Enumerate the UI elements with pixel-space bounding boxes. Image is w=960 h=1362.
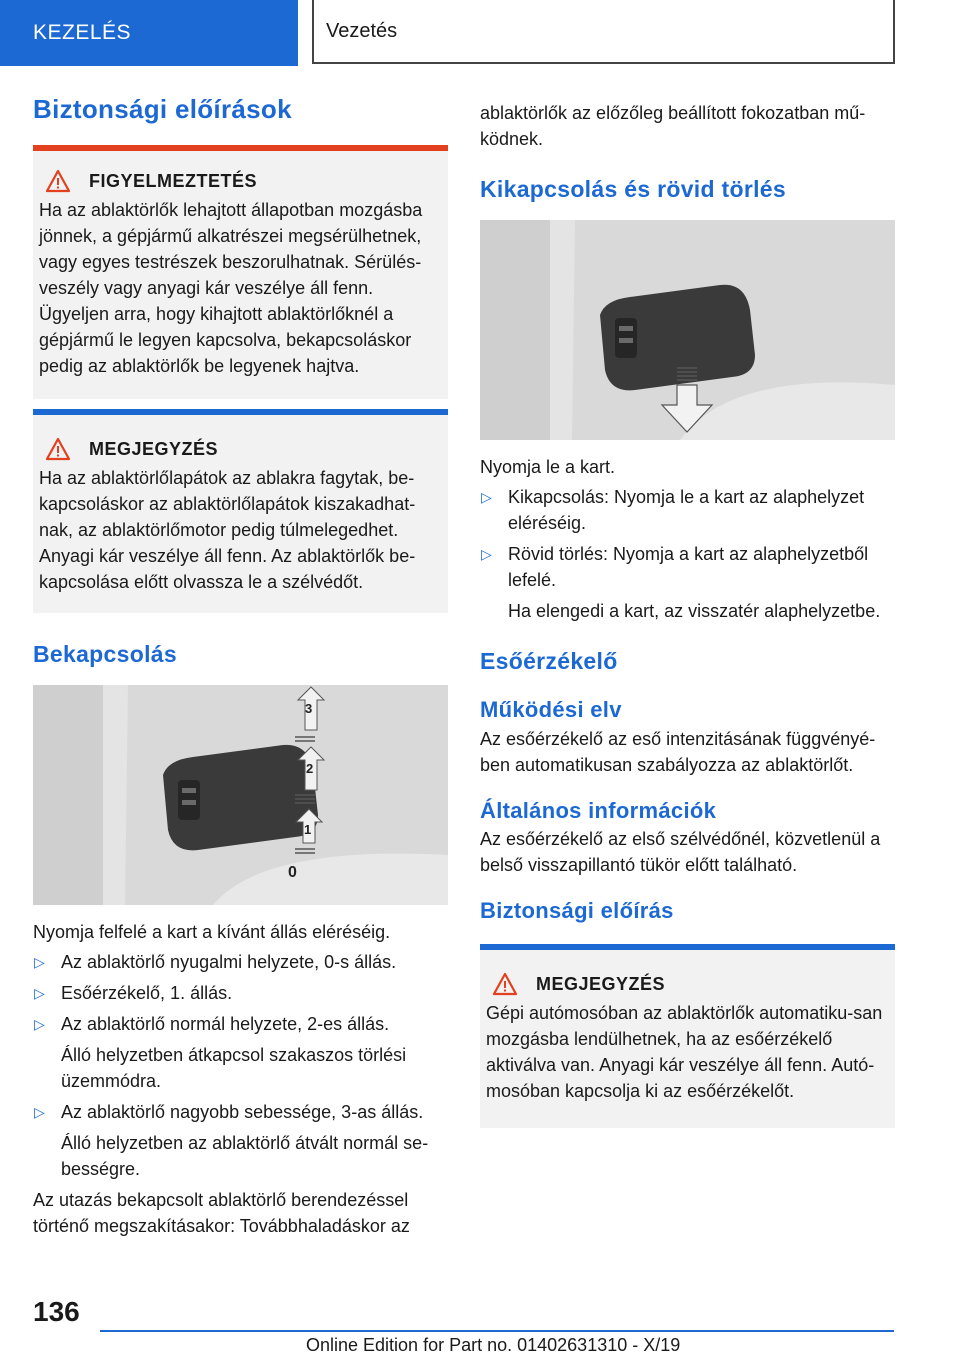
switch-on-figure	[33, 685, 448, 905]
list-item-note: Ha elengedi a kart, az visszatér alaphelyzetbe.	[508, 600, 881, 621]
right-column	[480, 100, 895, 1128]
safety-rule-title: Biztonsági előírás	[480, 897, 674, 923]
page-number: 136	[33, 1296, 80, 1327]
page-header	[0, 0, 960, 66]
continued-text: ablaktörlők az előzőleg beállított fokozatban mű-ködnek.	[480, 103, 866, 149]
bullet-triangle-icon: ▷	[34, 1015, 45, 1032]
warning-icon	[45, 169, 71, 193]
list-item: ▷ Rövid törlés: Nyomja a kart az alaphelyzetből lefelé.	[480, 541, 895, 593]
stalk-position-3: 3	[305, 700, 313, 716]
warning-box	[33, 151, 448, 399]
section-tab: KEZELÉS	[0, 0, 298, 66]
principle-title: Működési elv	[480, 697, 622, 723]
warning-label: FIGYELMEZTETÉS	[89, 170, 258, 191]
bullet-triangle-icon: ▷	[34, 1103, 45, 1120]
switch-off-title: Kikapcsolás és rövid törlés	[480, 176, 786, 202]
stalk-position-0: 0	[288, 863, 297, 881]
list-item: ▷ Az ablaktörlő nyugalmi helyzete, 0-s állás.	[33, 949, 448, 975]
list-item: ▷ Kikapcsolás: Nyomja le a kart az alaphelyzet eléréséig.	[480, 484, 895, 536]
rain-note-warning-icon	[492, 972, 518, 996]
list-item-note: Álló helyzetben az ablaktörlő átvált normál se-bességre.	[61, 1132, 429, 1179]
footer-edition: Online Edition for Part no. 01402631310 - X/19	[306, 1335, 681, 1355]
stalk-position-1: 1	[304, 821, 312, 837]
note-warning-icon	[45, 437, 71, 461]
note-box	[33, 415, 448, 613]
note-label: MEGJEGYZÉS	[89, 438, 219, 459]
rain-sensor-title: Esőérzékelő	[480, 647, 618, 674]
switch-off-list	[480, 484, 895, 593]
steering-stalk-down-illustration	[480, 220, 895, 440]
switch-on-intro: Nyomja felfelé a kart a kívánt állás eléréséig.	[33, 921, 391, 942]
list-item: ▷ Az ablaktörlő nagyobb sebessége, 3-as állás.	[33, 1099, 448, 1125]
general-info-title: Általános információk	[480, 797, 717, 823]
note-text: Ha az ablaktörlőlapátok az ablakra fagytak, be-kapcsoláskor az ablaktörlőlapátok kiszakadhat-nak, az ablaktörlőmotor pedig túlmelegedhet. Anyagi kár veszélye áll fenn. Az ablaktörlők be-kapcsolása előtt olvassza le a szélvédőt.	[39, 468, 416, 593]
switch-on-title: Bekapcsolás	[33, 641, 177, 668]
warning-text: Ha az ablaktörlők lehajtott állapotban mozgásba jönnek, a gépjármű alkatrészei megsérülhetnek, vagy egyes testrészek beszorulhatnak. Sérülés-veszély vagy anyagi kár veszélye áll fenn. Ügyeljen arra, hogy kihajtott ablaktörlőknél a gépjármű le legyen kapcsolva, bekapcsoláskor pedig az ablaktörlők be legyenek hajtva.	[39, 200, 423, 377]
rain-note-box	[480, 950, 895, 1128]
safety-title: Biztonsági előírások	[33, 94, 292, 124]
footer-divider	[100, 1330, 894, 1332]
switch-on-list	[33, 949, 448, 1037]
list-item-note: Álló helyzetben átkapcsol szakaszos törlési üzemmódra.	[61, 1044, 407, 1091]
list-item: ▷ Esőérzékelő, 1. állás.	[33, 980, 448, 1006]
stalk-position-2: 2	[306, 760, 314, 776]
switch-off-intro: Nyomja le a kart.	[480, 456, 616, 477]
list-item: ▷ Az ablaktörlő normál helyzete, 2-es állás.	[33, 1011, 448, 1037]
chapter-tab: Vezetés	[312, 0, 895, 64]
bullet-triangle-icon: ▷	[34, 953, 45, 970]
general-info-text: Az esőérzékelő az első szélvédőnél, közvetlenül a belső visszapillantó tükör előtt található.	[480, 828, 881, 875]
switch-on-outro: Az utazás bekapcsolt ablaktörlő berendezéssel történő megszakításakor: Továbbhaladáskor az	[33, 1189, 410, 1236]
bullet-triangle-icon: ▷	[481, 488, 492, 505]
bullet-triangle-icon: ▷	[481, 545, 492, 562]
steering-stalk-illustration	[33, 685, 448, 905]
left-column	[33, 94, 448, 1239]
bullet-triangle-icon: ▷	[34, 984, 45, 1001]
switch-off-figure	[480, 220, 895, 440]
rain-note-text: Gépi autómosóban az ablaktörlők automatiku-san mozgásba lendülhetnek, ha az esőérzékelő aktiválva van. Anyagi kár veszélye áll fenn. Autó-mosóban kapcsolja ki az esőérzékelőt.	[486, 1003, 883, 1102]
rain-note-label: MEGJEGYZÉS	[536, 973, 666, 994]
principle-text: Az esőérzékelő az eső intenzitásának függvényé-ben automatikusan szabályozza az ablaktörlőt.	[480, 728, 876, 775]
